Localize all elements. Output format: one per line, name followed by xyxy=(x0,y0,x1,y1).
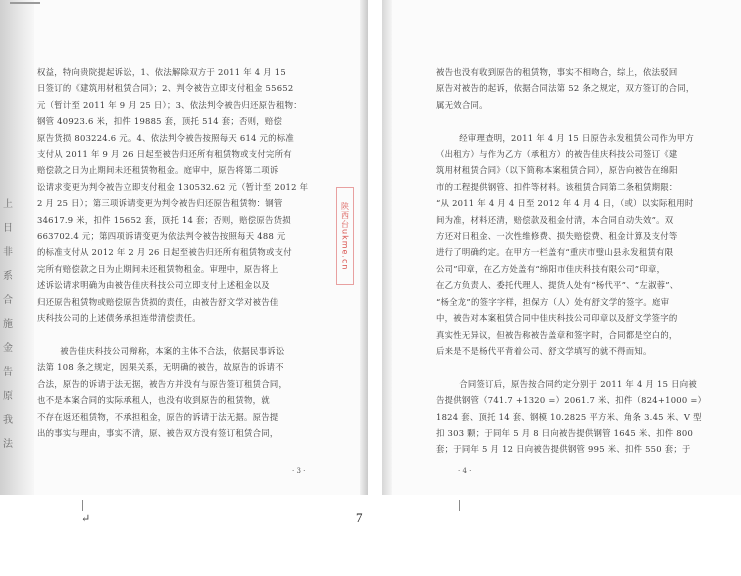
text-line: 权益，特向贵院提起诉讼，1、依法解除双方于 2011 年 4 月 15 xyxy=(37,67,286,77)
text-line: （出租方）与作为乙方（承租方）的被告佳庆科技公司签订《建 xyxy=(436,149,678,160)
text-line: 公司”印章，在乙方处盖有“绵阳市佳庆科技有限公司”印章， xyxy=(436,263,666,274)
page-gutter-shadow xyxy=(360,0,368,495)
paragraph-return-mark: ↵ xyxy=(81,512,91,525)
text-line: 市的工程提供钢管、扣件等材料。该租赁合同第二条租赁期限： xyxy=(436,181,678,192)
text-line: 经审理查明，2011 年 4 月 15 日原告永发租赁公司作为甲方 xyxy=(436,132,695,143)
text-line: 讼请求变更为判令被告立即支付租金 130532.62 元（暂计至 2012 年 xyxy=(37,181,309,192)
text-line: 后来是不是杨代平背着公司、舒文学填写的就不得而知。 xyxy=(436,345,652,356)
text-line: “杨全龙”的签字字样，担保方（人）处有舒文学的签字。庭审 xyxy=(436,296,670,307)
text-line: 方还对日租金、一次性维修费、损失赔偿费、租金计算及支付等 xyxy=(436,231,678,242)
margin-char: 我 xyxy=(3,415,13,426)
text-line: 属无效合同。 xyxy=(436,99,488,110)
margin-char: 系 xyxy=(3,271,13,282)
margin-char: 金 xyxy=(3,343,13,354)
text-line: 在乙方负责人、委托代理人、提货人处有“杨代平”、“左淑蓉”、 xyxy=(436,280,679,291)
margin-char: 施 xyxy=(3,319,13,330)
text-line: 述诉讼请求明确为由被告佳庆科技公司立即支付上述租金以及 xyxy=(37,280,270,291)
watermark-stamp xyxy=(336,187,354,285)
scanned-page-right xyxy=(382,0,741,495)
scanned-page-left xyxy=(0,0,368,495)
margin-tick xyxy=(459,500,460,511)
text-line: 出的事实与理由，事实不清，原、被告双方没有签订租赁合同， xyxy=(37,427,279,438)
margin-char: 上 xyxy=(3,199,13,210)
text-line: 告提供钢管（741.7 +1320 =）2061.7 米、扣件（824+1000 =） xyxy=(436,395,707,406)
text-line: 原告对被告的起诉，依据合同法第 52 条之规定，双方签订的合同， xyxy=(436,83,695,94)
text-line: 的标准支付从 2012 年 2 月 26 日起至被告归还所有租赁物或支付 xyxy=(37,247,292,258)
text-line: 扣 303 颗；于同年 5 月 8 日向被告提供钢管 1645 米、扣件 800 xyxy=(436,427,694,438)
text-line: 日签订的《建筑用材租赁合同》；2、判令被告立即支付租金 55652 xyxy=(37,83,294,94)
margin-char: 合 xyxy=(3,295,13,306)
text-line: “从 2011 年 4 月 4 日至 2012 年 4 月 4 日，（或）以实际租用时 xyxy=(436,198,694,209)
text-line: 筑用材租赁合同》（以下简称本案租赁合同），原告向被告在绵阳 xyxy=(436,165,678,176)
document-page-number: 7 xyxy=(356,510,363,525)
staple-mark xyxy=(10,2,40,7)
text-line: 被告也没有收到原告的租赁物，事实不相吻合，综上，依法驳回 xyxy=(436,67,678,77)
text-line: 合同签订后，原告按合同约定分别于 2011 年 4 月 15 日向被 xyxy=(436,378,697,389)
text-line: 套；于同年 5 月 12 日向被告提供钢管 995 米、扣件 550 套；于 xyxy=(436,444,691,455)
text-line: 被告佳庆科技公司辩称，本案的主体不合法，依据民事诉讼 xyxy=(37,345,285,356)
margin-tick xyxy=(82,500,83,511)
text-line: 不存在返还租赁物，不承担租金，原告的诉请于法无据。原告提 xyxy=(37,411,279,422)
page-gutter-shadow xyxy=(382,0,392,495)
left-page-number: · 3 · xyxy=(292,467,306,475)
margin-char: 非 xyxy=(3,247,13,258)
text-line: 原告货损 803224.6 元。4、依法判令被告按照每天 614 元的标准 xyxy=(37,132,295,143)
text-line: 完所有赔偿款之日为止期间未还租赁物租金。审理中，原告将上 xyxy=(37,263,279,274)
text-line xyxy=(436,359,734,375)
margin-char: 告 xyxy=(3,367,13,378)
text-line: 元（暂计至 2011 年 9 月 25 日）；3、依法判令被告归还原告租物： xyxy=(37,99,302,110)
text-line: 合法，原告的诉请于法无据，被告方并没有与原告签订租赁合同， xyxy=(37,378,288,389)
text-line: 支付从 2011 年 9 月 26 日起至被告归还所有租赁物或支付完所有 xyxy=(37,149,292,160)
text-line: 间为准，材料还清，赔偿款及租金付清，本合同自动失效”。双 xyxy=(436,214,674,225)
text-line: 归还原告租赁物或赔偿原告货损的责任，由被告舒文学对被告佳 xyxy=(37,296,279,307)
text-line: 钢管 40923.6 米，扣件 19885 套，顶托 514 套；否则，赔偿 xyxy=(37,116,283,127)
text-line xyxy=(436,113,734,129)
margin-char: 日 xyxy=(3,223,13,234)
text-line: 真实性无异议，但被告称被告盖章和签字时，合同都是空白的， xyxy=(436,329,678,340)
text-line: 也不是本案合同的实际承租人，也没有收到原告的租赁物，就 xyxy=(37,395,270,406)
text-line: 中，被告对本案租赁合同中佳庆科技公司印章以及舒文学签字的 xyxy=(436,313,678,324)
text-line: 庆科技公司的上述债务承担连带清偿责任。 xyxy=(37,313,201,324)
text-line: 34617.9 米，扣件 15652 套，顶托 14 套；否则，赔偿原告货损 xyxy=(37,214,291,225)
margin-char: 原 xyxy=(3,391,13,402)
left-page-body xyxy=(37,64,355,441)
text-line: 赔偿款之日为止期间未还租赁物租金。庭审中，原告将第二项诉 xyxy=(37,165,279,176)
margin-char: 法 xyxy=(3,439,13,450)
text-line xyxy=(37,327,355,343)
right-page-number: · 4 · xyxy=(458,467,472,475)
text-line: 法第 108 条之规定，因果关系，无明确的被告，故原告的诉请不 xyxy=(37,362,284,373)
text-line: 1824 套、顶托 14 套、钢模 10.2825 平方米、角条 3.45 米、V 型 xyxy=(436,411,702,422)
right-page-body xyxy=(436,64,734,458)
text-line: 进行了明确约定。在甲方一栏盖有“重庆市璧山县永发租赁有限 xyxy=(436,247,674,258)
text-line: 2 月 25 日）；第三项诉请变更为判令被告归还原告租赁物：钢管 xyxy=(37,198,283,209)
bleed-through-margin-text xyxy=(3,200,15,450)
text-line: 663702.4 元；第四项诉请变更为依法判令被告按照每天 488 元 xyxy=(37,231,286,242)
stamp-text: 陕西台ukme.cn xyxy=(340,201,350,271)
